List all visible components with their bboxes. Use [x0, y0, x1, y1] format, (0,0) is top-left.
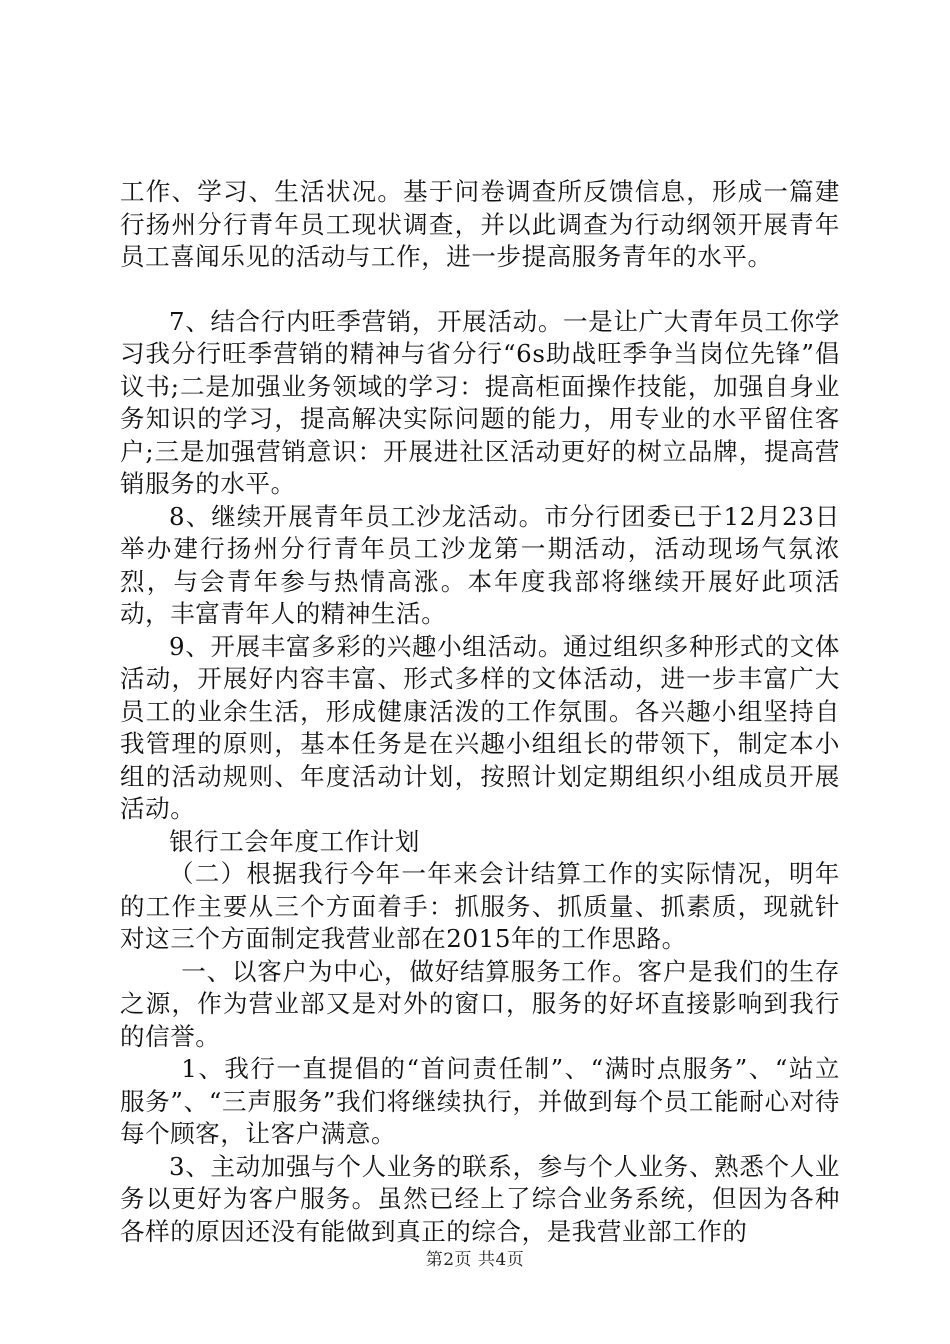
paragraph-7: 1、我行一直提倡的“首问责任制”、“满时点服务”、“站立服务”、“三声服务”我们将继续执行，并做到每个员工能耐心对待每个顾客，让客户满意。 — [120, 1054, 840, 1148]
paragraph-1: 工作、学习、生活状况。基于问卷调查所反馈信息，形成一篇建行扬州分行青年员工现状调查，并以此调查为行动纲领开展青年员工喜闻乐见的活动与工作，进一步提高服务青年的水平。 — [120, 177, 840, 271]
paragraph-3: 8、继续开展青年员工沙龙活动。市分行团委已于12月23日举办建行扬州分行青年员工沙龙第一期活动，活动现场气氛浓烈，与会青年参与热情高涨。本年度我部将继续开展好此项活动，丰富青年人的精神生活。 — [120, 501, 840, 628]
paragraph-2: 7、结合行内旺季营销，开展活动。一是让广大青年员工你学习我分行旺季营销的精神与省分行“6s助战旺季争当岗位先锋”倡议书;二是加强业务领域的学习：提高柜面操作技能，加强自身业务知识的学习，提高解决实际问题的能力，用专业的水平留住客户;三是加强营销意识：开展进社区活动更好的树立品牌，提高营销服务的水平。 — [120, 306, 840, 498]
section-heading: 银行工会年度工作计划 — [169, 826, 420, 856]
paragraph-8: 3、主动加强与个人业务的联系，参与个人业务、熟悉个人业务以更好为客户服务。虽然已经上了综合业务系统，但因为各种各样的原因还没有能做到真正的综合，是我营业部工作的 — [120, 1151, 840, 1246]
paragraph-6: 一、以客户为中心，做好结算服务工作。客户是我们的生存之源，作为营业部又是对外的窗口，服务的好坏直接影响到我行的信誉。 — [120, 956, 840, 1051]
paragraph-4: 9、开展丰富多彩的兴趣小组活动。通过组织多种形式的文体活动，开展好内容丰富、形式多样的文体活动，进一步丰富广大员工的业余生活，形成健康活泼的工作氛围。各兴趣小组坚持自我管理的原则，基本任务是在兴趣小组组长的带领下，制定本小组的活动规则、年度活动计划，按照计划定期组织小组成员开展活动。 — [120, 631, 840, 823]
document-body — [120, 176, 840, 1248]
page-number-footer: 第2页 共4页 — [425, 1250, 525, 1270]
paragraph-5: （二）根据我行今年一年来会计结算工作的实际情况，明年的工作主要从三个方面着手：抓服务、抓质量、抓素质，现就针对这三个方面制定我营业部在2015年的工作思路。 — [120, 859, 840, 953]
